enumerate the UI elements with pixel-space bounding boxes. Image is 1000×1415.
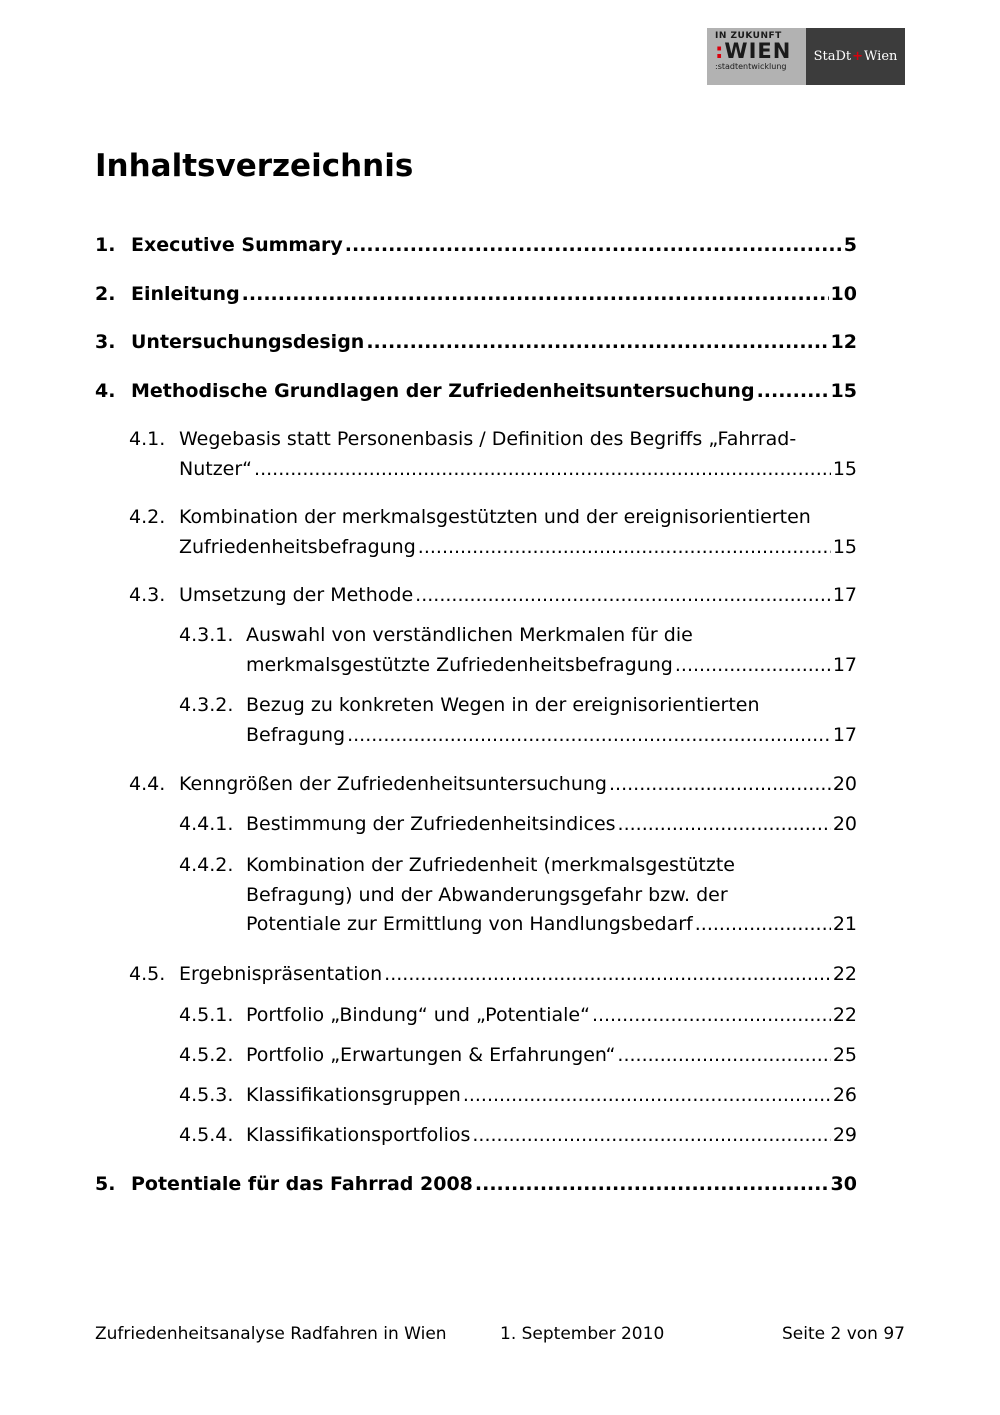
dot-leader [384, 960, 831, 990]
dot-leader [242, 280, 829, 310]
footer-date: 1. September 2010 [500, 1324, 665, 1344]
toc-entry-4-4-2[interactable] [179, 851, 857, 940]
toc-entry-title-line: Potentiale zur Ermittlung von Handlungsbedarf [246, 913, 693, 935]
toc-entry-title-line: Bezug zu konkreten Wegen in der ereignisorientierten [246, 694, 760, 716]
toc-entry-page: 5 [843, 234, 857, 256]
toc-entry-title-line: Nutzer“ [179, 457, 253, 480]
toc-entry-title: Executive Summary [131, 234, 343, 256]
toc-entry-title-line: Kombination der merkmalsgestützten und der ereignisorientierten [179, 506, 811, 528]
dot-leader [618, 810, 831, 840]
toc-entry-page: 30 [830, 1173, 857, 1195]
toc-entry-page: 15 [830, 380, 857, 402]
logo-wien-text [715, 41, 806, 61]
toc-entry-4[interactable] [95, 377, 857, 407]
toc-entry-4-5-4[interactable] [179, 1121, 857, 1151]
toc-entry-number: 5. [95, 1173, 116, 1195]
toc-entry-4-1[interactable] [129, 425, 857, 484]
toc-entry-page: 29 [832, 1124, 857, 1146]
toc-entry-1[interactable] [95, 231, 857, 261]
toc-entry-title: Portfolio „Bindung“ und „Potentiale“ [246, 1004, 590, 1026]
logo-subtitle: :stadtentwicklung [715, 62, 787, 71]
toc-entry-number: 4.1. [129, 428, 166, 450]
page-title: Inhaltsverzeichnis [95, 148, 414, 184]
toc-entry-number: 4.3.2. [179, 694, 234, 716]
toc-entry-4-4-1[interactable] [179, 810, 857, 840]
footer-page-number: Seite 2 von 97 [782, 1324, 905, 1344]
toc-entry-title: Kenngrößen der Zufriedenheitsuntersuchung [179, 773, 607, 795]
dot-leader [415, 581, 831, 611]
toc-entry-4-5-1[interactable] [179, 1001, 857, 1031]
logo-wien-prefix: : [715, 39, 725, 63]
toc-entry-number: 4.4. [129, 773, 166, 795]
logo [707, 28, 905, 85]
logo-stadt: StaDt [813, 49, 852, 64]
dot-leader [592, 1001, 831, 1031]
toc-entry-page: 12 [830, 331, 857, 353]
toc-entry-number: 4.5.2. [179, 1044, 234, 1066]
dot-leader [366, 328, 828, 358]
page-footer [95, 1322, 905, 1346]
toc-entry-4-5-3[interactable] [179, 1081, 857, 1111]
toc-entry-number: 4.4.2. [179, 854, 234, 876]
logo-wien-right: Wien [864, 49, 898, 64]
toc-entry-number: 4.5.1. [179, 1004, 234, 1026]
logo-in-zukunft-wien [707, 28, 806, 85]
toc-entry-number: 4. [95, 380, 116, 402]
toc-entry-title: Bestimmung der Zufriedenheitsindices [246, 813, 616, 835]
dot-leader [345, 231, 842, 261]
toc-entry-title: Umsetzung der Methode [179, 584, 414, 606]
toc-entry-title: Portfolio „Erwartungen & Erfahrungen“ [246, 1044, 616, 1066]
logo-line1: IN ZUKUNFT [715, 31, 782, 41]
logo-cross: + [852, 49, 864, 64]
toc-entry-title: Klassifikationsportfolios [246, 1124, 471, 1146]
toc-entry-page: 17 [832, 584, 857, 606]
dot-leader [617, 1041, 830, 1071]
toc-entry-title: Potentiale für das Fahrrad 2008 [131, 1173, 473, 1195]
logo-wien-word: WIEN [724, 39, 792, 63]
toc-entry-title-line: merkmalsgestützte Zufriedenheitsbefragung [246, 653, 673, 676]
toc-entry-page: 20 [832, 773, 857, 795]
toc-entry-title: Einleitung [131, 283, 240, 305]
dot-leader [475, 1170, 829, 1200]
toc-entry-page: 22 [832, 1004, 857, 1026]
dot-leader [675, 651, 831, 681]
dot-leader [463, 1081, 831, 1111]
toc-entry-title-line: Auswahl von verständlichen Merkmalen für die [246, 624, 693, 646]
toc-entry-4-2[interactable] [129, 503, 857, 562]
dot-leader [695, 910, 831, 940]
toc-entry-4-5-2[interactable] [179, 1041, 857, 1071]
footer-document-title: Zufriedenheitsanalyse Radfahren in Wien [95, 1324, 447, 1344]
toc-entry-title-line: Wegebasis statt Personenbasis / Definition des Begriffs „Fahrrad- [179, 428, 797, 450]
toc-entry-title-line: Befragung [246, 723, 346, 746]
toc-entry-number: 3. [95, 331, 116, 353]
toc-entry-3[interactable] [95, 328, 857, 358]
toc-entry-title: Ergebnispräsentation [179, 963, 383, 985]
logo-stadt-wien [806, 28, 905, 85]
toc-entry-2[interactable] [95, 280, 857, 310]
toc-entry-number: 4.5.4. [179, 1124, 234, 1146]
toc-entry-4-3[interactable] [129, 581, 857, 611]
toc-entry-number: 1. [95, 234, 116, 256]
toc-entry-page: 17 [832, 723, 857, 746]
toc-entry-4-4[interactable] [129, 770, 857, 800]
toc-entry-number: 4.3. [129, 584, 166, 606]
dot-leader [757, 377, 829, 407]
dot-leader [254, 455, 831, 485]
toc-entry-number: 4.4.1. [179, 813, 234, 835]
toc-entry-page: 10 [830, 283, 857, 305]
toc-entry-number: 4.2. [129, 506, 166, 528]
toc-entry-number: 4.5. [129, 963, 166, 985]
toc-entry-page: 25 [832, 1044, 857, 1066]
toc-entry-4-3-1[interactable] [179, 621, 857, 680]
toc-entry-page: 22 [832, 963, 857, 985]
toc-entry-title: Untersuchungsdesign [131, 331, 365, 353]
toc-entry-number: 4.5.3. [179, 1084, 234, 1106]
toc-entry-number: 2. [95, 283, 116, 305]
toc-entry-5[interactable] [95, 1170, 857, 1200]
dot-leader [472, 1121, 830, 1151]
toc-entry-4-5[interactable] [129, 960, 857, 990]
dot-leader [418, 533, 831, 563]
toc-entry-page: 15 [832, 457, 857, 480]
dot-leader [347, 721, 831, 751]
toc-entry-4-3-2[interactable] [179, 691, 857, 750]
toc-entry-title: Klassifikationsgruppen [246, 1084, 461, 1106]
toc-entry-title-line: Zufriedenheitsbefragung [179, 535, 416, 558]
toc-entry-title: Methodische Grundlagen der Zufriedenheitsuntersuchung [131, 380, 755, 402]
toc-entry-page: 21 [832, 913, 857, 935]
toc-entry-title-line: Kombination der Zufriedenheit (merkmalsgestützte [246, 854, 735, 876]
toc-entry-page: 17 [832, 653, 857, 676]
toc-entry-page: 26 [832, 1084, 857, 1106]
dot-leader [609, 770, 831, 800]
toc-entry-number: 4.3.1. [179, 624, 234, 646]
toc-entry-page: 20 [832, 813, 857, 835]
toc-entry-title-line: Befragung) und der Abwanderungsgefahr bzw. der [246, 883, 728, 906]
toc-entry-page: 15 [832, 535, 857, 558]
